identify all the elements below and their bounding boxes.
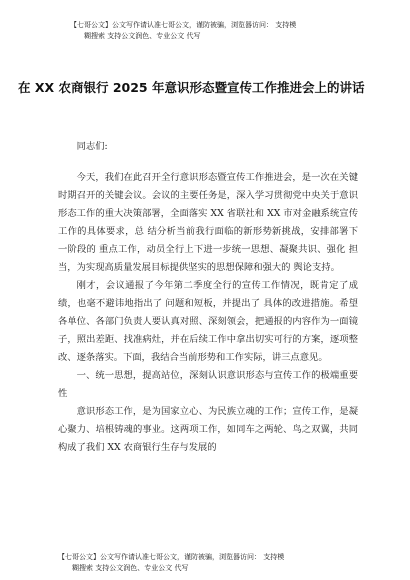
- page-footer: [58, 552, 348, 574]
- section-heading: 一、统一思想，提高站位，深刻认识意识形态与宣传工作的极端重要性: [58, 370, 358, 399]
- paragraph: 意识形态工作，是为国家立心、为民族立魂的工作；宣传工作，是凝心聚力、培根铸魂的事业。这两项工作，如同车之两轮、鸟之双翼，共同构成了我们 XX 农商银行生存与发展的: [58, 406, 358, 453]
- paragraph: 今天，我们在此召开全行意识形态暨宣传工作推进会，是一次在关键时期召开的关键会议。会议的主要任务是，深入学习贯彻党中央关于意识形态工作的重大决策部署，全面落实 XX 省联社和 XX 市对金融系统宣传工作的具体要求，总 结分析当前我行面临的新形势新挑战，安排部署下一阶段的 重点工作，动员全行上下进一步统一思想、凝聚共识、强化 担当，为实现高质量发展目标提供坚实的思想保障和强大的 舆论支持。: [58, 172, 358, 273]
- header-line-1: 【七哥公文】公文写作请认准七哥公文，谨防被骗，浏览器访问： 支持模: [70, 21, 297, 29]
- document-title: 在 XX 农商银行 2025 年意识形态暨宣传工作推进会上的讲话: [18, 80, 365, 95]
- header-line-2: 糊搜索 支持公文润色、专业公文 代写: [84, 32, 201, 40]
- greeting: 同志们:: [76, 141, 108, 152]
- document-body: [58, 138, 358, 457]
- footer-line-1: 【七哥公文】公文写作请认准七哥公文，谨防被骗，浏览器访问： 支持模: [58, 553, 285, 561]
- page-header: [70, 20, 340, 42]
- footer-line-2: 糊搜索 支持公文润色、专业公文 代写: [72, 564, 189, 572]
- paragraph: 刚才，会议通报了今年第二季度全行的宣传工作情况，既肯定了成绩，也毫不避讳地指出了 问题和短板，并提出了 具体的改进措施。希望各单位、各部门负责人要认真对照、深刻领会，把通报的内容作为一面镜子，照出差距、找准病灶，并在后续工作中拿出切实可行的方案，逐项整改、逐条落实。下面，我结合当前形势和工作实际，讲三点意见。: [58, 280, 358, 363]
